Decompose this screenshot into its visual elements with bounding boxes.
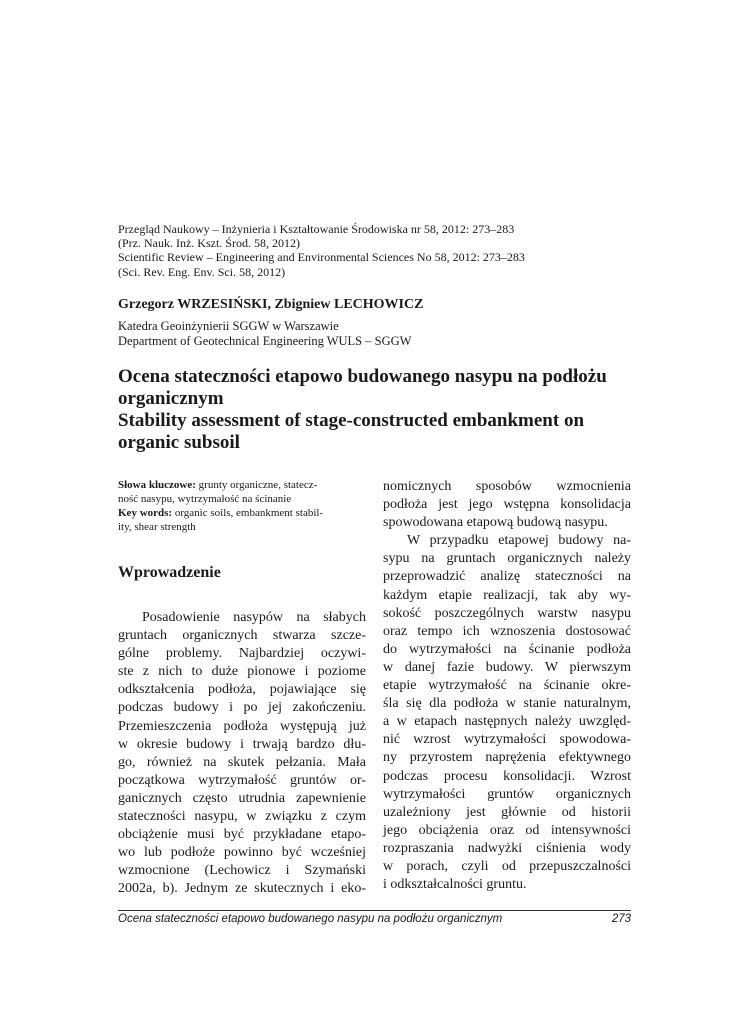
body-line: Przemieszczenia podłoża występują już xyxy=(118,718,366,734)
journal-header-line: (Sci. Rev. Eng. Env. Sci. 58, 2012) xyxy=(118,264,286,279)
body-line: obciążenie musi być przykładane etapo- xyxy=(118,827,366,843)
body-line: początkowa wytrzymałość gruntów or- xyxy=(118,772,366,788)
article-title xyxy=(118,366,638,454)
body-line: gruntach organicznych stwarza szcze- xyxy=(118,628,366,644)
body-line: sokość poszczególnych warstw nasypu xyxy=(383,605,631,621)
body-line: wytrzymałości gruntów organicznych xyxy=(383,786,631,802)
body-line: i odkształcalności gruntu. xyxy=(383,877,527,893)
keywords-pl-text: grunty organiczne, statecz- xyxy=(195,479,318,491)
journal-header xyxy=(118,222,678,279)
title-en-line: organic subsoil xyxy=(118,432,240,453)
affiliation-en: Department of Geotechnical Engineering WULS – SGGW xyxy=(118,334,412,348)
body-line: wo lub podłoże powinno być wcześniej xyxy=(118,845,366,861)
left-column xyxy=(118,478,366,899)
body-line: w danej fazie budowy. W pierwszym xyxy=(383,659,631,675)
body-line: w porach, czyli od przepuszczalności xyxy=(383,858,631,874)
keywords-pl-line: ność nasypu, wytrzymałość na ścinanie xyxy=(118,493,292,505)
footer-running-title: Ocena stateczności etapowo budowanego nasypu na podłożu organicznym xyxy=(118,913,503,925)
intro-paragraph-left xyxy=(118,609,366,899)
body-line: stateczności nasypu, w związku z czym xyxy=(118,809,366,825)
body-line: nić wzrost wytrzymałości spowodowa- xyxy=(383,732,631,748)
title-en-line: Stability assessment of stage-constructed embankment on xyxy=(118,410,585,431)
title-pl-line: organicznym xyxy=(118,388,224,409)
body-line: gólne problemy. Najbardziej oczywi- xyxy=(118,646,366,662)
keywords-en-label: Key words: xyxy=(118,507,173,519)
keywords-pl-line xyxy=(118,478,366,492)
footer-divider xyxy=(118,910,631,911)
keywords-block xyxy=(118,478,366,534)
journal-header-line: (Prz. Nauk. Inż. Kszt. Środ. 58, 2012) xyxy=(118,236,300,251)
body-line: rozpraszania nadwyżki ciśnienia wody xyxy=(383,840,631,856)
page-number: 273 xyxy=(611,913,631,925)
body-line: podczas budowy i po jej zakończeniu. xyxy=(118,700,366,716)
title-pl-line: Ocena stateczności etapowo budowanego nasypu na podłożu xyxy=(118,366,607,387)
affiliation-pl: Katedra Geoinżynierii SGGW w Warszawie xyxy=(118,319,339,333)
keywords-en-line: ity, shear strength xyxy=(118,521,196,533)
body-line: ste z nich to duże pionowe i poziome xyxy=(118,664,366,680)
section-heading: Wprowadzenie xyxy=(118,564,221,581)
intro-paragraph-right-1 xyxy=(383,478,631,532)
keywords-en-text: organic soils, embankment stabil- xyxy=(172,507,324,519)
body-line: etapie wytrzymałość na ścinanie okre- xyxy=(383,678,631,694)
journal-header-line: Scientific Review – Engineering and Environmental Sciences No 58, 2012: 273–283 xyxy=(118,250,525,265)
keywords-pl-label: Słowa kluczowe: xyxy=(118,479,196,491)
body-line: śla się dla podłoża w stanie naturalnym, xyxy=(383,696,631,712)
body-line: uzależniony jest głównie od historii xyxy=(383,804,631,820)
body-line: przeprowadzić analizę stateczności na xyxy=(383,569,631,585)
journal-header-line: Przegląd Naukowy – Inżynieria i Kształtowanie Środowiska nr 58, 2012: 273–283 xyxy=(118,222,515,236)
intro-paragraph-right-2 xyxy=(383,532,631,894)
body-line: podczas procesu konsolidacji. Wzrost xyxy=(383,768,631,784)
body-line: jego obciążenia oraz od intensywności xyxy=(383,822,631,838)
right-column xyxy=(383,478,631,894)
body-line: odkształcenia podłoża, pojawiające się xyxy=(118,682,366,698)
body-line: a w etapach następnych należy uwzględ- xyxy=(383,714,631,730)
body-line: spowodowana etapową budową nasypu. xyxy=(383,515,608,531)
authors: Grzegorz WRZESIŃSKI, Zbigniew LECHOWICZ xyxy=(118,297,424,312)
body-line: w okresie budowy i trwają bardzo dłu- xyxy=(118,736,366,752)
body-line: ny przyrostem naprężenia efektywnego xyxy=(383,750,631,766)
body-line: każdym etapie realizacji, tak aby wy- xyxy=(383,587,631,603)
affiliations xyxy=(118,319,411,349)
body-line: nomicznych sposobów wzmocnienia xyxy=(383,479,631,494)
body-line: wzmocnione (Lechowicz i Szymański xyxy=(118,863,366,879)
body-line: W przypadku etapowej budowy na- xyxy=(407,533,631,549)
body-line: podłoża jest jego wstępna konsolidacja xyxy=(383,497,631,513)
body-line: ganicznych często utrudnia zapewnienie xyxy=(118,790,366,806)
body-line: oraz tempo ich wznoszenia dostosować xyxy=(383,623,631,639)
body-line: 2002a, b). Jednym ze skutecznych i eko- xyxy=(118,881,366,897)
body-line: go, również na skutek pełzania. Mała xyxy=(118,754,366,770)
body-line: do wytrzymałości na ścinanie podłoża xyxy=(383,641,631,657)
body-line: sypu na gruntach organicznych należy xyxy=(383,551,631,567)
keywords-en-line xyxy=(118,506,366,520)
body-line: Posadowienie nasypów na słabych xyxy=(142,610,366,625)
